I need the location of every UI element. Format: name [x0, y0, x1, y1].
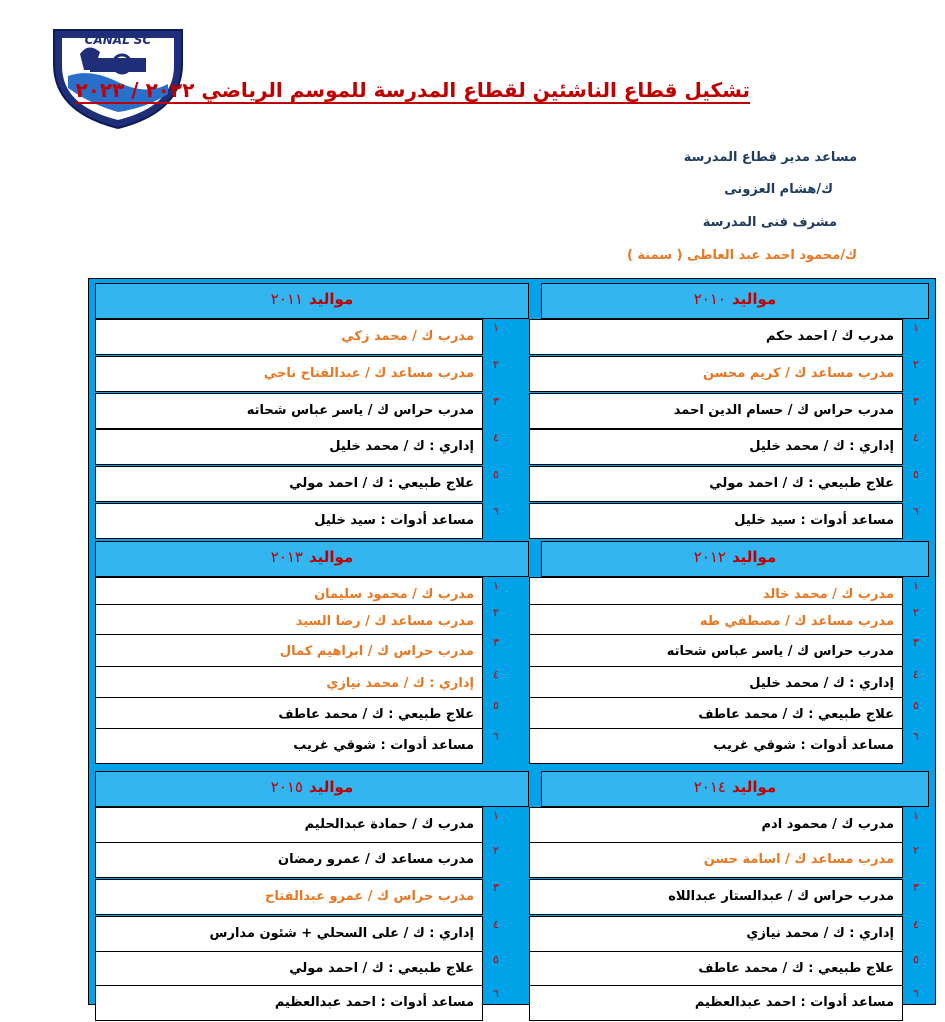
row-number: ٦ — [913, 730, 919, 743]
staff-cell-right: إداري : ك / محمد خليل — [529, 429, 903, 465]
table-row — [95, 393, 929, 430]
row-number: ٤ — [493, 668, 499, 681]
group-header-row — [95, 283, 929, 319]
row-number: ١ — [913, 321, 919, 334]
row-number: ٦ — [493, 730, 499, 743]
staff-cell-right: مدرب مساعد ك / كريم محسن — [529, 356, 903, 392]
staff-cell-right: مدرب حراس ك / ياسر عباس شحاته — [529, 634, 903, 670]
row-number: ٤ — [493, 918, 499, 931]
group-label: مواليد — [308, 548, 354, 566]
staff-cell-right: مدرب ك / محمد خالد — [529, 577, 903, 613]
staff-cell-left: مدرب مساعد ك / عمرو رمضان — [95, 842, 483, 878]
table-row — [95, 916, 929, 953]
group-header-row — [95, 541, 929, 577]
staff-cell-right: إداري : ك / محمد نيازي — [529, 916, 903, 952]
staff-cell-right: مدرب ك / احمد حكم — [529, 319, 903, 355]
staff-cell-right: مدرب ك / محمود ادم — [529, 807, 903, 843]
staff-cell-right: علاج طبيعي : ك / محمد عاطف — [529, 697, 903, 733]
row-number: ٢ — [493, 606, 499, 619]
row-number: ٢ — [493, 358, 499, 371]
row-number: ٦ — [493, 505, 499, 518]
group-header-row — [95, 771, 929, 807]
group-header-right — [541, 541, 929, 577]
staff-cell-left: إداري : ك / محمد نيازي — [95, 666, 483, 702]
staff-cell-left: مدرب حراس ك / ياسر عباس شحاته — [95, 393, 483, 429]
table-row — [95, 466, 929, 503]
group-header-right — [541, 771, 929, 807]
staff-cell-right: مساعد أدوات : سيد خليل — [529, 503, 903, 539]
staff-cell-right: مساعد أدوات : شوقي غريب — [529, 728, 903, 764]
table-row — [95, 842, 929, 879]
row-number: ٣ — [913, 881, 919, 894]
row-number: ٦ — [913, 505, 919, 518]
group-year: ٢٠١١ — [270, 290, 303, 308]
staff-cell-left: علاج طبيعي : ك / احمد مولي — [95, 466, 483, 502]
staff-cell-left: مدرب مساعد ك / عبدالفتاح ناجي — [95, 356, 483, 392]
group-label: مواليد — [731, 778, 777, 796]
row-number: ٢ — [913, 606, 919, 619]
row-number: ٣ — [913, 636, 919, 649]
group-year: ٢٠١٢ — [693, 548, 726, 566]
row-number: ٤ — [913, 431, 919, 444]
staff-line-3: مشرف فنى المدرسة — [702, 215, 837, 230]
staff-cell-left: مدرب ك / محمد زكي — [95, 319, 483, 355]
staff-line-1: مساعد مدير قطاع المدرسة — [683, 150, 857, 165]
row-number: ٣ — [493, 881, 499, 894]
group-year: ٢٠١٣ — [270, 548, 303, 566]
table-row — [95, 319, 929, 356]
row-number: ٣ — [493, 395, 499, 408]
group-header-left — [95, 771, 529, 807]
group-title — [95, 771, 529, 807]
staff-cell-left: علاج طبيعي : ك / احمد مولي — [95, 951, 483, 987]
staff-cell-left: إداري : ك / على السحلي + شئون مدارس — [95, 916, 483, 952]
group-year: ٢٠١٤ — [693, 778, 726, 796]
staff-cell-left: مساعد أدوات : شوقي غريب — [95, 728, 483, 764]
table-row — [95, 503, 929, 540]
group-header-left — [95, 541, 529, 577]
staff-cell-right: إداري : ك / محمد خليل — [529, 666, 903, 702]
group-year: ٢٠١٠ — [693, 290, 726, 308]
table-row — [95, 728, 929, 765]
group-title — [541, 771, 929, 807]
group-title — [541, 541, 929, 577]
staff-cell-left: إداري : ك / محمد خليل — [95, 429, 483, 465]
group-title — [541, 283, 929, 319]
staff-cell-right: مدرب حراس ك / عبدالستار عبداللاه — [529, 879, 903, 915]
group-header-left — [95, 283, 529, 319]
staff-cell-left: مساعد أدوات : سيد خليل — [95, 503, 483, 539]
row-number: ٢ — [913, 844, 919, 857]
group-label: مواليد — [308, 778, 354, 796]
row-number: ١ — [913, 579, 919, 592]
row-number: ٤ — [913, 668, 919, 681]
staff-cell-left: مدرب حراس ك / عمرو عبدالفتاح — [95, 879, 483, 915]
staff-cell-left: مساعد أدوات : احمد عبدالعظيم — [95, 985, 483, 1021]
group-title — [95, 283, 529, 319]
table-row — [95, 356, 929, 393]
table-row — [95, 429, 929, 466]
table-row — [95, 985, 929, 1022]
staff-cell-left: مدرب ك / حمادة عبدالحليم — [95, 807, 483, 843]
group-label: مواليد — [731, 290, 777, 308]
row-number: ٥ — [493, 468, 499, 481]
staff-cell-left: مدرب ك / محمود سليمان — [95, 577, 483, 613]
table-row — [95, 807, 929, 844]
group-label: مواليد — [308, 290, 354, 308]
row-number: ٢ — [913, 358, 919, 371]
row-number: ٥ — [913, 468, 919, 481]
squad-table — [88, 278, 936, 1010]
staff-cell-right: مدرب مساعد ك / مصطفي طه — [529, 604, 903, 640]
staff-cell-left: علاج طبيعي : ك / محمد عاطف — [95, 697, 483, 733]
staff-line-4: ك/محمود احمد عبد العاطى ( سمنة ) — [626, 248, 857, 263]
row-number: ٢ — [493, 844, 499, 857]
group-year: ٢٠١٥ — [270, 778, 303, 796]
staff-cell-right: علاج طبيعي : ك / محمد عاطف — [529, 951, 903, 987]
table-row — [95, 879, 929, 916]
row-number: ٥ — [913, 953, 919, 966]
table-row — [95, 951, 929, 988]
group-title — [95, 541, 529, 577]
staff-cell-right: علاج طبيعي : ك / احمد مولي — [529, 466, 903, 502]
staff-cell-right: مساعد أدوات : احمد عبدالعظيم — [529, 985, 903, 1021]
staff-cell-right: مدرب حراس ك / حسام الدين احمد — [529, 393, 903, 429]
staff-line-2: ك/هشام العزونى — [724, 182, 833, 197]
group-label: مواليد — [731, 548, 777, 566]
page-title: تشكيل قطاع الناشئين لقطاع المدرسة للموسم الرياضي ٢٠٢٢ / ٢٠٢٣ — [75, 78, 750, 102]
row-number: ١ — [493, 321, 499, 334]
row-number: ١ — [493, 579, 499, 592]
staff-cell-left: مدرب مساعد ك / رضا السيد — [95, 604, 483, 640]
row-number: ٣ — [493, 636, 499, 649]
row-number: ٥ — [493, 953, 499, 966]
row-number: ٤ — [913, 918, 919, 931]
staff-cell-right: مدرب مساعد ك / اسامة حسن — [529, 842, 903, 878]
row-number: ٦ — [493, 987, 499, 1000]
row-number: ٥ — [493, 699, 499, 712]
row-number: ٤ — [493, 431, 499, 444]
row-number: ٣ — [913, 395, 919, 408]
row-number: ١ — [493, 809, 499, 822]
row-number: ٦ — [913, 987, 919, 1000]
row-number: ١ — [913, 809, 919, 822]
logo-text: CANAL SC — [84, 33, 152, 47]
row-number: ٥ — [913, 699, 919, 712]
staff-cell-left: مدرب حراس ك / ابراهيم كمال — [95, 634, 483, 670]
group-header-right — [541, 283, 929, 319]
